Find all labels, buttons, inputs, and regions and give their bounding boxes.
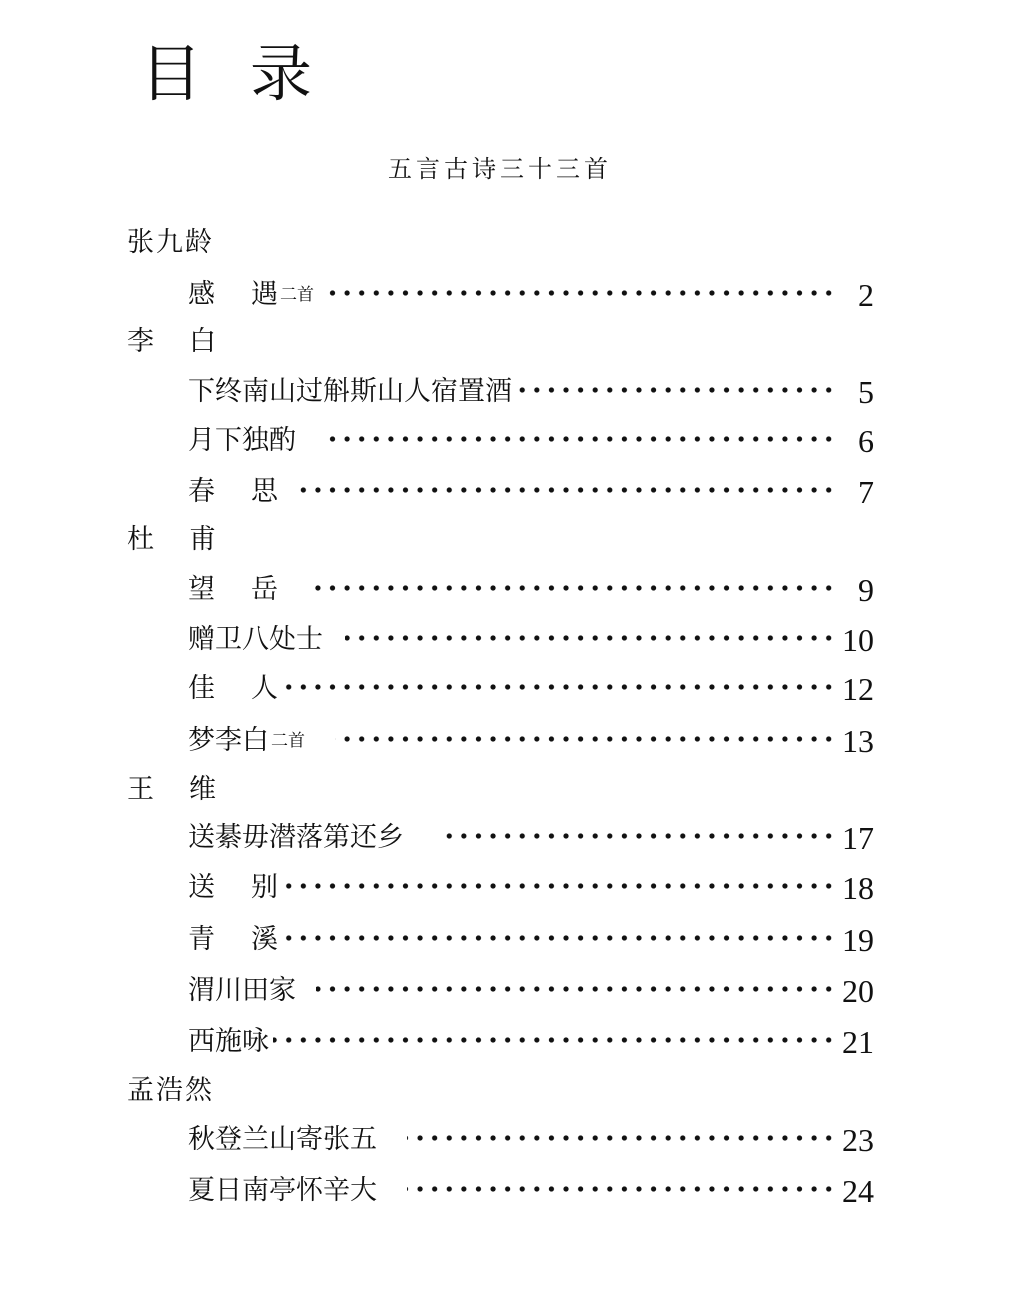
entry-title: 送 别 — [188, 872, 278, 903]
page-number: 9 — [858, 572, 874, 608]
page-number: 18 — [842, 870, 874, 906]
page-title — [140, 38, 360, 110]
page-number: 5 — [858, 374, 874, 410]
section-heading: 五言古诗三十三首 — [388, 155, 612, 183]
entry-title: 渭川田家 — [188, 975, 296, 1006]
entry-title: 春 思 — [188, 476, 278, 507]
toc-entry[interactable] — [188, 973, 874, 1009]
toc-entry[interactable] — [188, 622, 874, 658]
author-heading: 王 维 — [127, 774, 218, 805]
author-heading: 张九龄 — [127, 227, 214, 258]
dot-leader — [516, 374, 836, 410]
entry-title: 赠卫八处士 — [188, 624, 323, 655]
page-number: 19 — [842, 922, 874, 958]
toc-entry[interactable] — [188, 1173, 874, 1209]
page-number: 20 — [842, 973, 874, 1009]
title-char-1: 目 — [140, 37, 251, 110]
entry-note: 二首 — [280, 285, 314, 305]
entry-title: 青 溪 — [188, 924, 278, 955]
toc-entry[interactable] — [188, 423, 874, 459]
entry-title: 西施咏 — [188, 1026, 269, 1057]
dot-leader — [292, 474, 836, 510]
page-number: 21 — [842, 1024, 874, 1060]
dot-leader — [282, 870, 836, 906]
toc-entry[interactable] — [188, 374, 874, 410]
toc-entry[interactable] — [188, 474, 874, 510]
toc-entry[interactable] — [188, 1024, 874, 1060]
title-char-2: 录 — [250, 37, 361, 110]
toc-entry[interactable] — [188, 870, 874, 906]
toc-entry[interactable] — [188, 1122, 874, 1158]
dot-leader — [326, 423, 836, 459]
dot-leader — [328, 277, 836, 313]
entry-note: 二首 — [271, 731, 305, 751]
author-heading: 杜 甫 — [127, 524, 218, 555]
toc-entry[interactable] — [188, 922, 874, 958]
page-number: 13 — [842, 723, 874, 759]
entry-title: 秋登兰山寄张五 — [188, 1124, 377, 1155]
toc-entry[interactable] — [188, 671, 874, 707]
dot-leader — [282, 922, 836, 958]
toc-entry[interactable] — [188, 572, 874, 608]
toc-entry[interactable] — [188, 820, 874, 856]
author-heading: 孟浩然 — [127, 1075, 214, 1106]
entry-title: 梦李白 — [188, 725, 269, 756]
toc-entry[interactable] — [188, 277, 874, 313]
toc-entry[interactable] — [188, 723, 874, 759]
page-number: 7 — [858, 474, 874, 510]
dot-leader — [407, 1122, 836, 1158]
entry-title: 送綦毋潜落第还乡 — [188, 822, 404, 853]
page-number: 2 — [858, 277, 874, 313]
entry-title: 佳 人 — [188, 673, 278, 704]
entry-title: 下终南山过斛斯山人宿置酒 — [188, 376, 512, 407]
entry-title: 感 遇 — [188, 279, 278, 310]
dot-leader — [308, 572, 836, 608]
dot-leader — [316, 973, 836, 1009]
entry-title: 月下独酌 — [188, 425, 296, 456]
dot-leader — [345, 622, 836, 658]
page-number: 10 — [842, 622, 874, 658]
page-number: 6 — [858, 423, 874, 459]
page-number: 12 — [842, 671, 874, 707]
dot-leader — [407, 1173, 836, 1209]
entry-title: 夏日南亭怀辛大 — [188, 1175, 377, 1206]
dot-leader — [438, 820, 836, 856]
dot-leader — [282, 671, 836, 707]
dot-leader — [273, 1024, 836, 1060]
page-number: 23 — [842, 1122, 874, 1158]
page-number: 24 — [842, 1173, 874, 1209]
dot-leader — [335, 723, 836, 759]
entry-title: 望 岳 — [188, 574, 278, 605]
page-number: 17 — [842, 820, 874, 856]
author-heading: 李 白 — [127, 326, 218, 357]
